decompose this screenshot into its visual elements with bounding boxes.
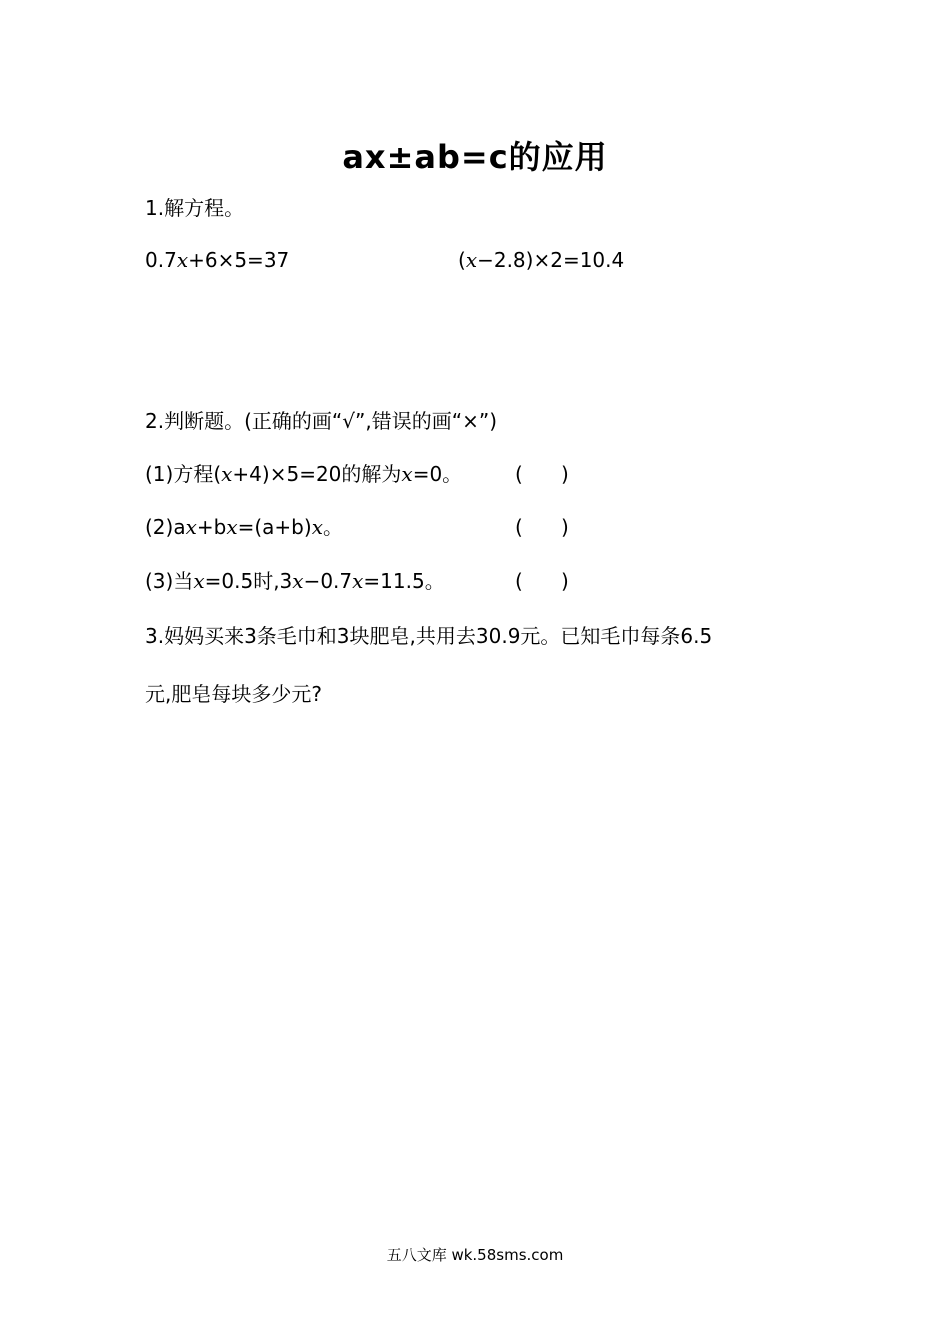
- q2-item-2-var-c: x: [311, 515, 323, 539]
- q2-item-2-var-b: x: [226, 515, 238, 539]
- q2-item-1: [145, 460, 462, 488]
- q2-item-2: [145, 513, 343, 541]
- q2-item-1-text-b: +4)×5=20的解为: [232, 462, 402, 486]
- q1-heading: 1.解方程。: [145, 196, 245, 220]
- q2-item-1-var-b: x: [401, 462, 413, 486]
- eq1-part-b: +6×5=37: [188, 248, 290, 272]
- eq2-variable: x: [465, 248, 478, 272]
- q2-item-2-text-a: (2)a: [145, 515, 186, 539]
- q2-item-3: [145, 567, 445, 595]
- eq1-part-a: 0.7: [145, 248, 177, 272]
- q2-item-3-answer-blank[interactable]: ( ): [515, 569, 569, 593]
- q3-text-line-2: 元,肥皂每块多少元?: [145, 682, 322, 706]
- q2-item-3-var-b: x: [292, 569, 304, 593]
- q2-item-3-text-c: −0.7: [303, 569, 353, 593]
- q2-item-3-text-d: =11.5。: [363, 569, 445, 593]
- q2-heading: 2.判断题。(正确的画“√”,错误的画“×”): [145, 409, 497, 433]
- q2-item-2-text-b: +b: [196, 515, 227, 539]
- q1-equation-1: [145, 246, 289, 274]
- q2-item-2-text-d: 。: [322, 515, 343, 539]
- q2-item-1-text-a: (1)方程(: [145, 462, 222, 486]
- footer-watermark: 五八文库 wk.58sms.com: [386, 1246, 564, 1264]
- q2-item-2-text-c: =(a+b): [237, 515, 312, 539]
- q2-item-1-var-a: x: [221, 462, 233, 486]
- eq1-variable: x: [176, 248, 189, 272]
- q2-item-3-text-a: (3)当: [145, 569, 194, 593]
- q2-item-3-var-c: x: [352, 569, 364, 593]
- q2-item-3-text-b: =0.5时,3: [204, 569, 293, 593]
- q2-item-1-answer-blank[interactable]: ( ): [515, 462, 569, 486]
- eq2-part-b: −2.8)×2=10.4: [477, 248, 625, 272]
- q2-item-1-text-c: =0。: [412, 462, 463, 486]
- q2-item-3-var-a: x: [193, 569, 205, 593]
- page-title: ax±ab=c的应用: [342, 138, 608, 176]
- q1-equation-2: [458, 246, 624, 274]
- eq2-part-a: (: [458, 248, 466, 272]
- q3-text-line-1: 3.妈妈买来3条毛巾和3块肥皂,共用去30.9元。已知毛巾每条6.5: [145, 624, 713, 648]
- q2-item-2-var-a: x: [185, 515, 197, 539]
- q2-item-2-answer-blank[interactable]: ( ): [515, 515, 569, 539]
